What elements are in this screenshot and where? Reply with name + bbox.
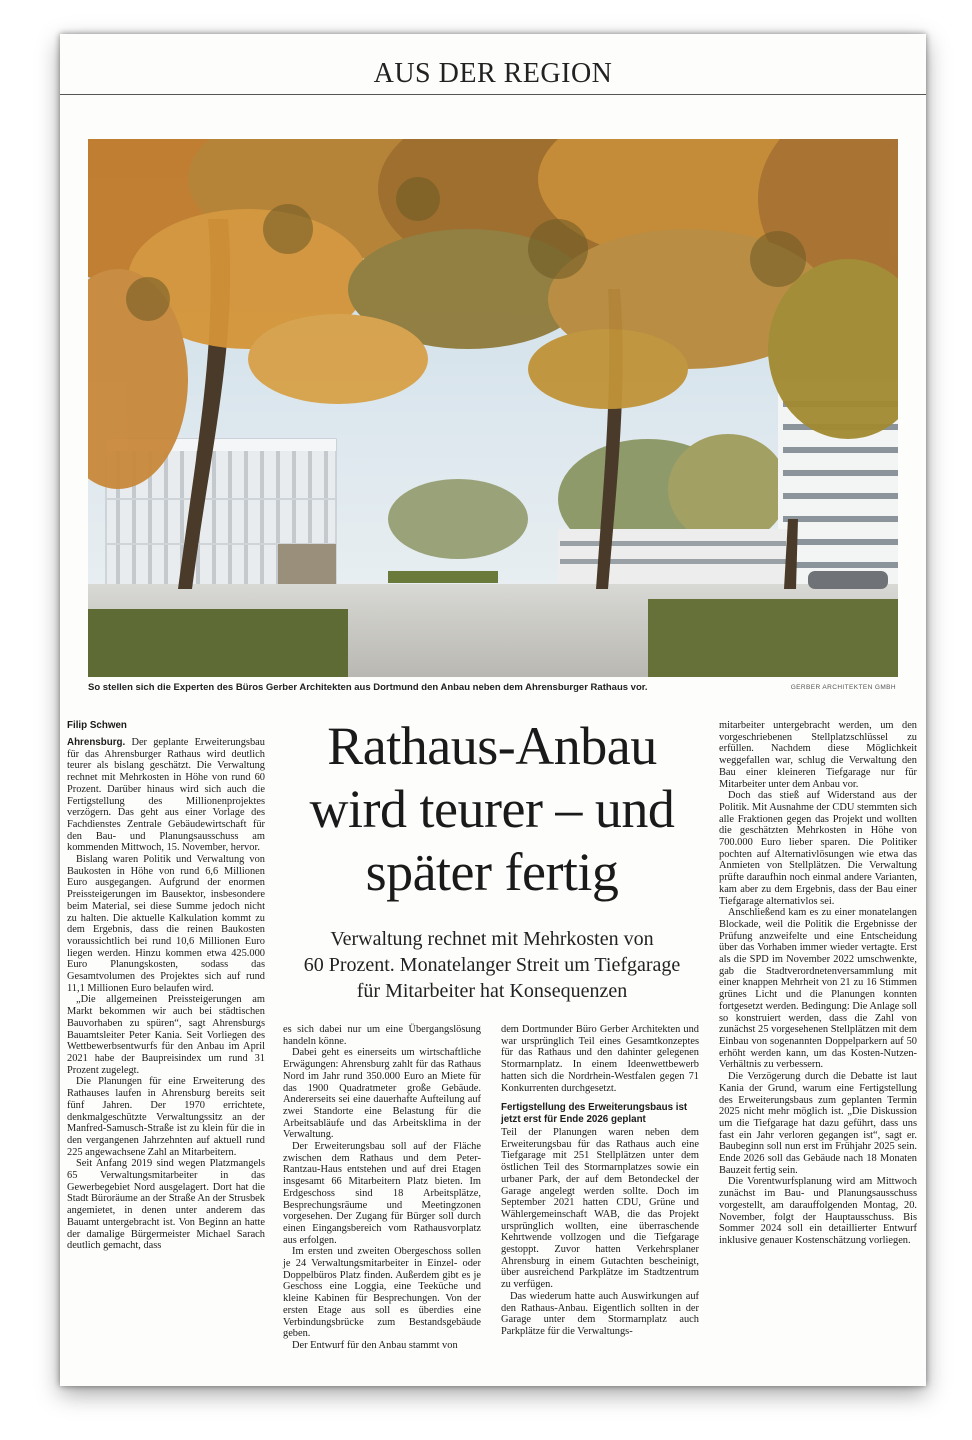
paragraph: Die Planungen für eine Erweiterung des Rathauses laufen in Ahrensburg bereits seit fünf Jahren. Der 1970 errichtete, denkmalgeschützte Verwaltungssitz an der Manfred-Samusch-Straße ist zu klein für die in den vergangenen Jahrzehnten auf aktuell rund 225 angewachsene Zahl an Mitarbeitern. <box>67 1076 265 1158</box>
article-column-3 <box>501 1024 699 1338</box>
section-header <box>60 34 926 96</box>
paragraph: „Die allgemeinen Preissteigerungen am Markt bekommen wir auch bei städtischen Bauvorhaben zu spüren“, sagt Ahrensburgs Bauamtsleiter Peter Kania. Seit Vorliegen des Wettbewerbsentwurfs für den Anbau im April 2021 habe der Baupreisindex um rund 31 Prozent zugelegt. <box>67 994 265 1076</box>
article-column-1 <box>67 737 265 1252</box>
newspaper-page <box>60 34 926 1386</box>
paragraph: Anschließend kam es zu einer monatelangen Blockade, weil die Politik die Ergebnisse der Prüfung anzweifelte und eine Entscheidung über das Vorhaben immer wieder vertagte. Erst als die SPD im November 2022 umschwenkte, gab die Stadtverordnetenversammlung mit einer knappen Mehrheit von 21 zu 16 Stimmen grünes Licht und die Planungen konnten fortgesetzt werden. Bedingung: Die Anlage soll so konstruiert werden, dass die Zahl von zunächst 25 vorgesehenen Stellplätzen mit dem Einbau von sogenannten Doppelparkern auf 50 erhöht werden kann, um das Kosten-Nutzen-Verhältnis zu verbessern. <box>719 907 917 1071</box>
photo-caption: So stellen sich die Experten des Büros Gerber Architekten aus Dortmund den Anbau neben dem Ahrensburger Rathaus vor. <box>88 682 648 693</box>
paragraph: Der Entwurf für den Anbau stammt von <box>292 1339 458 1351</box>
paragraph: Die Vorentwurfsplanung wird am Mittwoch zunächst im Bau- und Planungsausschuss vorgestellt, am darauffolgenden Montag, 20. November, folgt der Hauptausschuss. Bis Sommer 2024 soll ein detaillierter Entwurf inklusive genauer Kostenschätzung vorliegen. <box>719 1176 917 1246</box>
paragraph: dem Dortmunder Büro Gerber Architekten und war ursprünglich Teil eines Gesamtkonzeptes für das Rathaus und den dahinter gelegenen Stormarnplatz. In einem Ideenwettbewerb hatten sich die Nordrhein-Westfalen gegen 71 Konkurrenten durchgesetzt. <box>501 1024 699 1094</box>
dateline: Ahrensburg. <box>67 737 126 748</box>
paragraph: Seit Anfang 2019 sind wegen Platzmangels 65 Verwaltungsmitarbeiter in das Gewerbegebiet Nord ausgelagert. Dort hat die Stadt Büroräume an der Straße An der Strusbek angemietet, in denen unter anderem das Bauamt untergebracht ist. Von Beginn an hatte der damalige Bürgermeister Michael Sarach deutlich gemacht, dass <box>67 1158 265 1252</box>
headline-line: wird teurer – und <box>309 779 675 839</box>
paragraph: Der Erweiterungsbau soll auf der Fläche zwischen dem Rathaus und dem Peter-Rantzau-Haus entstehen und auf drei Etagen insgesamt 66 Mitarbeitern Platz bieten. Im Erdgeschoss sind 18 Arbeitsplätze, Besprechungsräume und Meetingzonen vorgesehen. Der Zugang für Bürger soll durch einen Eingangsbereich vom Rathausvorplatz aus erfolgen. <box>283 1141 481 1246</box>
paragraph: Dabei geht es einerseits um wirtschaftliche Erwägungen: Ahrensburg zahlt für das Rathaus Nord im Jahr rund 350.000 Euro an Miete für das 1900 Quadratmeter große Gebäude. Andererseits sei eine dauerhafte Aufteilung auf zwei Standorte eine Belastung für die Arbeitsabläufe und das Arbeitsklima in der Verwaltung. <box>283 1047 481 1141</box>
paragraph: mitarbeiter untergebracht werden, um den vorgeschriebenen Stellplatzschlüssel zu erfüllen. Nachdem diese Möglichkeit weggefallen war, schlug die Verwaltung den Bau einer kleineren Tiefgarage nur für Mitarbeiter unter dem Anbau vor. <box>719 720 917 790</box>
headline-line: Rathaus-Anbau <box>327 716 657 776</box>
section-rule <box>60 94 926 95</box>
paragraph: Der geplante Erweiterungsbau für das Ahrensburger Rathaus wird deutlich teurer als bislang geschätzt. Die Verwaltung rechnet mit Mehrkosten in Höhe von rund 60 Prozent. Darüber hinaus wird sich auch die Fertigstellung des Millionenprojektes verzögern. Das geht aus einer Vorlage des Fachdienstes Zentrale Gebäudewirtschaft für den Bau- und Planungsausschuss am kommenden Mittwoch, 15. November, hervor. <box>67 737 265 854</box>
architecture-rendering-photo <box>88 139 898 677</box>
paragraph: Das wiederum hatte auch Auswirkungen auf den Rathaus-Anbau. Eigentlich sollten in der Garage unter dem Stormarnplatz auch Parkplätze für die Verwaltungs- <box>501 1290 699 1337</box>
intertitle: Fertigstellung des Erweiterungsbaus ist jetzt erst für Ende 2026 geplant <box>501 1102 688 1125</box>
subheadline-line: 60 Prozent. Monatelanger Streit um Tiefgarage <box>303 954 681 976</box>
subheadline <box>278 926 706 1004</box>
article-column-2 <box>283 1024 481 1352</box>
photo-credit: GERBER ARCHITEKTEN GMBH <box>790 684 896 691</box>
paragraph: Doch das stieß auf Widerstand aus der Politik. Mit Ausnahme der CDU stemmten sich alle Fraktionen gegen das Projekt und wollten die geschätzten Mehrkosten in Höhe von 700.000 Euro lieber sparen. Die Politiker pochten auf Alternativlösungen wie etwa das Anmieten von Stellplätzen. Die Verwaltung prüfte daraufhin noch einmal andere Varianten, kam aber zu dem Ergebnis, dass der Bau einer Tiefgarage alternativlos sei. <box>719 790 917 907</box>
article-column-4 <box>719 720 917 1247</box>
paragraph: Die Verzögerung durch die Debatte ist laut Kania der Grund, warum eine Fertigstellung des Erweiterungsbaus zum geplanten Termin 2025 nicht mehr möglich ist. „Die Diskussion um die Tiefgarage hat dazu geführt, dass uns fast ein Jahr verloren gegangen ist“, sagt er. Baubeginn soll nun erst im Frühjahr 2025 sein. Ende 2026 soll das Gebäude nach 18 Monaten Bauzeit fertig sein. <box>719 1071 917 1176</box>
section-title: AUS DER REGION <box>373 58 613 89</box>
headline-line: später fertig <box>365 842 619 902</box>
paragraph: es sich dabei nur um eine Übergangslösung handeln könne. <box>283 1024 481 1047</box>
headline <box>288 715 696 904</box>
paragraph: Teil der Planungen waren neben dem Erweiterungsbau für das Rathaus auch eine Tiefgarage mit 251 Stellplätzen unter dem östlichen Teil des Stormarnplatzes sowie ein urbaner Park, der auf dem Betondeckel der Garage angelegt werden sollte. Doch im September 2021 hatten CDU, Grüne und Wählergemeinschaft WAB, die das Projekt ursprünglich wollten, eine überraschende Kehrtwende vollzogen und die Tiefgarage gestoppt. Zuvor hatten Verkehrsplaner Ahrensburg in einem Gutachten bescheinigt, über ausreichend Parkplätze im Stadtzentrum zu verfügen. <box>501 1127 699 1291</box>
paragraph: Im ersten und zweiten Obergeschoss sollen je 24 Verwaltungsmitarbeiter in Einzel- oder Doppelbüros Platz finden. Außerdem gibt es je Geschoss eine Loggia, eine Teeküche und kleine Kabinen für Besprechungen. Von der ersten Etage aus soll es überdies eine Verbindungsbrücke zum Bestandsgebäude geben. <box>283 1246 481 1340</box>
subheadline-line: Verwaltung rechnet mit Mehrkosten von <box>330 928 654 950</box>
paragraph: Bislang waren Politik und Verwaltung von Baukosten in Höhe von rund 6,6 Millionen Euro ausgegangen. Aufgrund der enormen Preissteigerungen im Bausektor, insbesondere beim Material, sei diese Summe jedoch nicht zu halten. Die aktuelle Kalkulation kommt zu dem Ergebnis, dass die reinen Baukosten voraussichtlich bei rund 10,6 Millionen Euro liegen werden. Hinzu kommen etwa 425.000 Euro Planungskosten, sodass das Gesamtvolumen des Projektes sich auf rund 11,1 Millionen Euro belaufen wird. <box>67 854 265 994</box>
subheadline-line: für Mitarbeiter hat Konsequenzen <box>356 980 628 1002</box>
author-byline: Filip Schwen <box>67 720 127 731</box>
